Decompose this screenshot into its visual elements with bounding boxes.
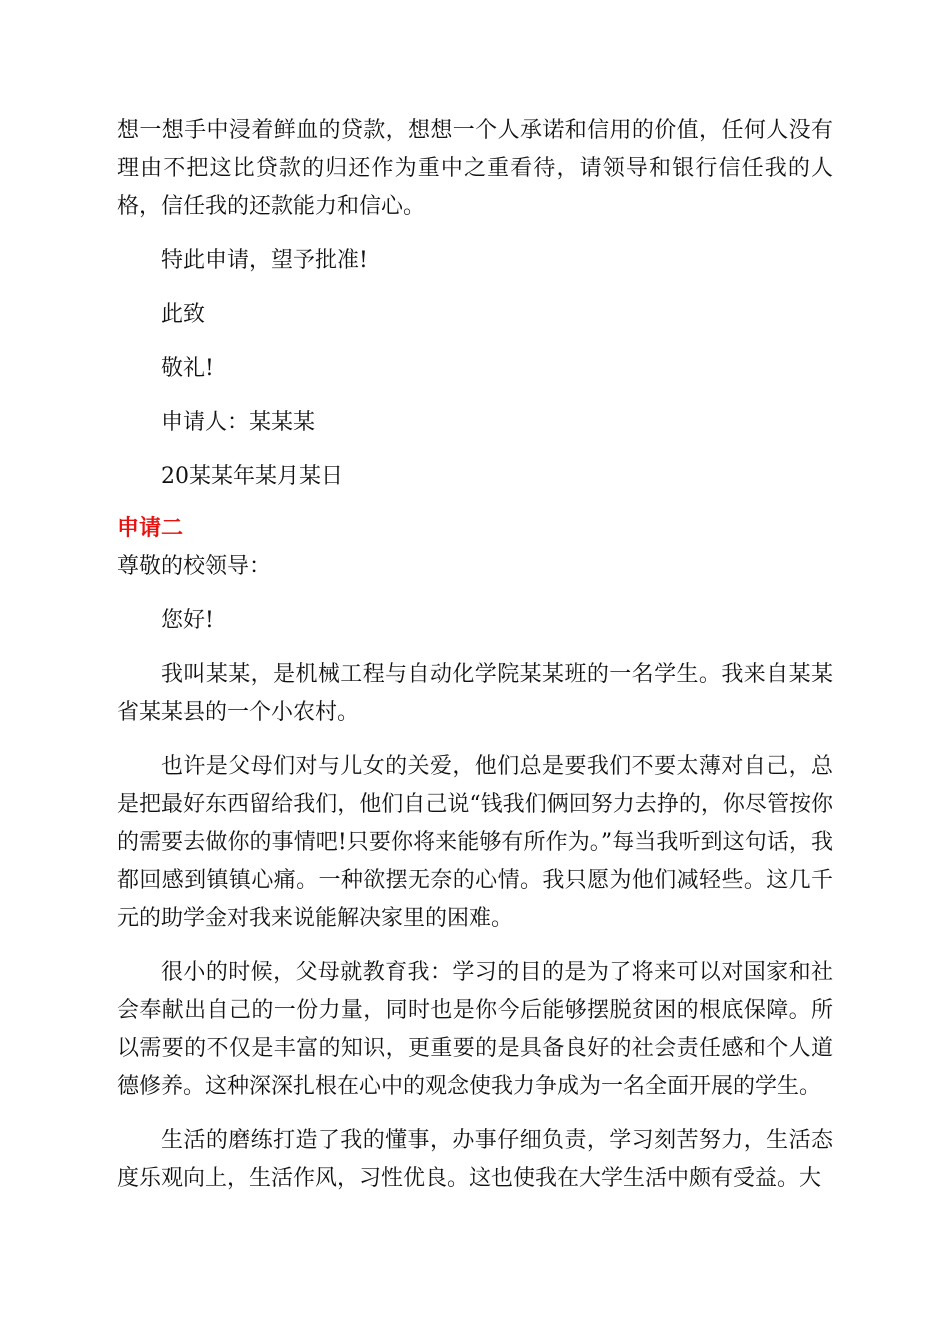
applicant-signature: 申请人：某某某 bbox=[161, 410, 316, 435]
request-line: 特此申请，望予批准! bbox=[161, 248, 368, 273]
paragraph-education: 很小的时候，父母就教育我：学习的目的是为了将来可以对国家和社会奉献出自己的一份力量，同时也是你今后能够摆脱贫困的根底保障。所以需要的不仅是丰富的知识，更重要的是具备良好的社会责任感和个人道德修养。这种深深扎根在心中的观念使我力争成为一名全面开展的学生。 bbox=[117, 960, 833, 1099]
closing-line-1: 此致 bbox=[161, 302, 206, 327]
paragraph-parents: 也许是父母们对与儿女的关爱，他们总是要我们不要太薄对自己，总是把最好东西留给我们，他们自己说“钱我们俩回努力去挣的，你尽管按你的需要去做你的事情吧!只要你将来能够有所作为。”每当我听到这句话，我都回感到镇镇心痛。一种欲摆无奈的心情。我只愿为他们减轻些。这几千元的助学金对我来说能解决家里的困难。 bbox=[117, 754, 833, 931]
paragraph-introduction: 我叫某某，是机械工程与自动化学院某某班的一名学生。我来自某某省某某县的一个小农村。 bbox=[117, 662, 833, 725]
closing-line-2: 敬礼! bbox=[161, 356, 214, 381]
paragraph-life: 生活的磨练打造了我的懂事，办事仔细负责，学习刻苦努力，生活态度乐观向上，生活作风，习性优良。这也使我在大学生活中颇有受益。大 bbox=[117, 1128, 833, 1191]
section-heading: 申请二 bbox=[117, 516, 184, 541]
greeting: 您好! bbox=[161, 608, 214, 633]
salutation: 尊敬的校领导： bbox=[117, 554, 272, 579]
document-body bbox=[117, 112, 833, 1198]
paragraph-loan-commitment: 想一想手中浸着鲜血的贷款，想想一个人承诺和信用的价值，任何人没有理由不把这比贷款的归还作为重中之重看待，请领导和银行信任我的人格，信任我的还款能力和信心。 bbox=[117, 118, 833, 219]
application-date: 20某某年某月某日 bbox=[161, 464, 343, 489]
